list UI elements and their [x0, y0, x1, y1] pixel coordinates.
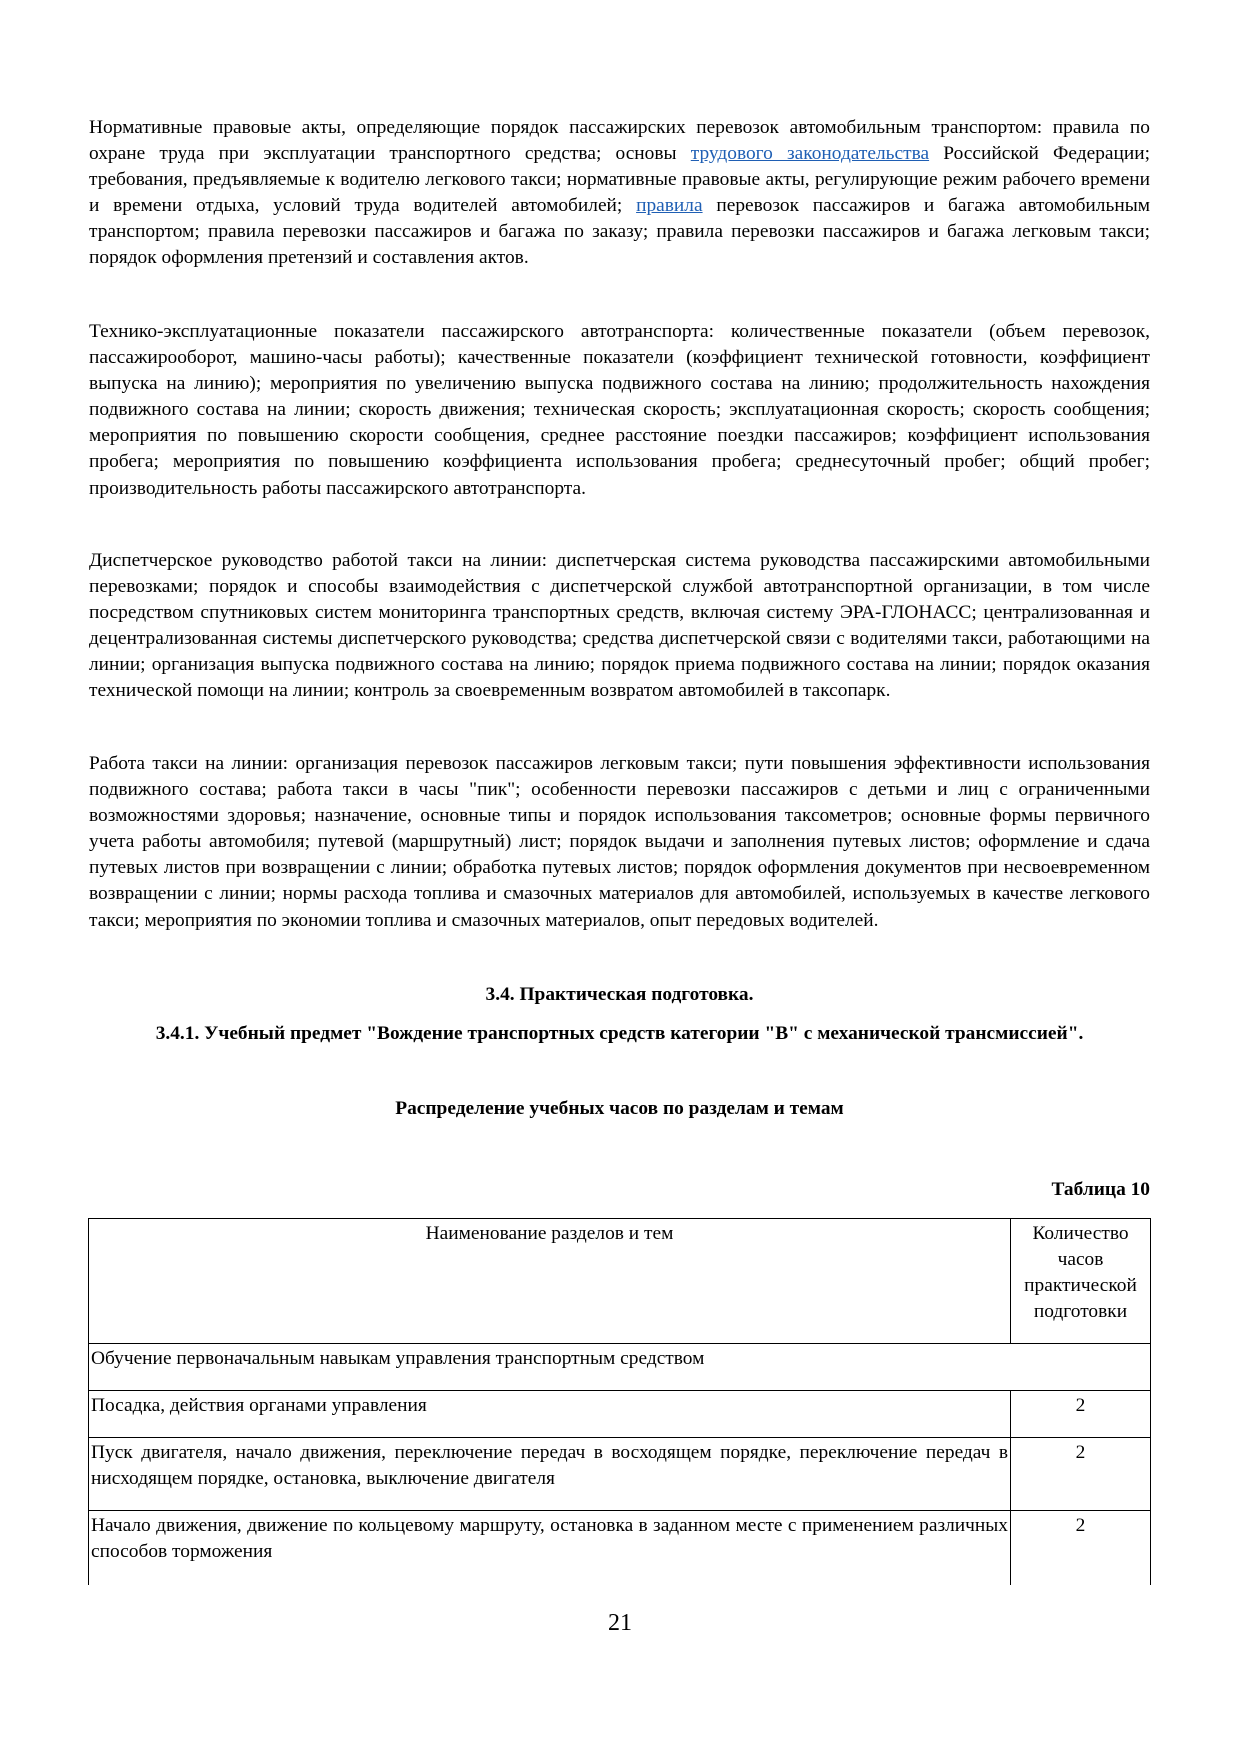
header-hours-cell: Количество часов практической подготовки [1011, 1219, 1151, 1344]
topic-name-cell: Посадка, действия органами управления [89, 1391, 1011, 1438]
table-caption: Таблица 10 [1051, 1179, 1150, 1200]
paragraph-regulations [89, 115, 1150, 272]
topic-hours-cell: 2 [1011, 1511, 1151, 1586]
table-header-row [89, 1219, 1151, 1344]
topic-hours-cell: 2 [1011, 1391, 1151, 1438]
hours-distribution-table [88, 1218, 1151, 1585]
link-labor-law[interactable]: трудового законодательства [690, 143, 930, 165]
topic-hours-cell: 2 [1011, 1438, 1151, 1511]
header-name-cell: Наименование разделов и тем [89, 1219, 1011, 1344]
paragraph-text: перевозок пассажиров и багажа автомобильным транспортом; правила перевозки пассажиров и багажа по заказу; правила перевозки пассажиров и багажа легковым такси; порядок оформления претензий и составления актов. [89, 195, 1151, 269]
link-rules[interactable]: правила [636, 195, 703, 217]
paragraph-taxi-line-work: Работа такси на линии: организация перевозок пассажиров легковым такси; пути повышения эффективности использования подвижного состава; работа такси в часы "пик"; особенности перевозки пассажиров с детьми и лиц с ограниченными возможностями здоровья; назначение, основные типы и порядок использования таксометров; основные формы первичного учета работы автомобиля; путевой (маршрутный) лист; порядок выдачи и заполнения путевых листов; оформление и сдача путевых листов при возвращении с линии; обработка путевых листов; порядок оформления документов при несвоевременном возвращении с линии; нормы расхода топлива и смазочных материалов для автомобилей, используемых в качестве легкового такси; мероприятия по экономии топлива и смазочных материалов, опыт передовых водителей. [89, 753, 1150, 931]
page-number: 21 [608, 1610, 632, 1636]
section-cell: Обучение первоначальным навыкам управления транспортным средством [89, 1344, 1151, 1391]
subsection-heading: 3.4.1. Учебный предмет "Вождение транспортных средств категории "B" с механической трансмиссией". [155, 1023, 1084, 1044]
paragraph-text: Российской Федерации; требования, предъявляемые к водителю легкового такси; нормативные правовые акты, регулирующие режим рабочего времени и времени отдыха, условий труда водителей автомобилей; [89, 143, 1151, 217]
table-row [89, 1391, 1151, 1438]
paragraph-text: Нормативные правовые акты, определяющие порядок пассажирских перевозок автомобильным транспортом: правила по охране труда при эксплуатации транспортного средства; основы [89, 117, 1150, 165]
table-title: Распределение учебных часов по разделам и темам [395, 1098, 844, 1119]
paragraph-dispatch-management: Диспетчерское руководство работой такси на линии: диспетчерская система руководства пассажирскими автомобильными перевозками; порядок и способы взаимодействия с диспетчерской службой автотранспортной организации, в том числе посредством спутниковых систем мониторинга транспортных средств, включая систему ЭРА-ГЛОНАСС; централизованная и децентрализованная системы диспетчерского руководства; средства диспетчерской связи с водителями такси, работающими на линии; организация выпуска подвижного состава на линию; порядок приема подвижного состава на линии; порядок оказания технической помощи на линии; контроль за своевременным возвратом автомобилей в таксопарк. [89, 550, 1150, 702]
table-section-row [89, 1344, 1151, 1391]
topic-name-cell: Пуск двигателя, начало движения, переключение передач в восходящем порядке, переключение передач в нисходящем порядке, остановка, выключение двигателя [89, 1438, 1011, 1511]
paragraph-performance-indicators: Технико-эксплуатационные показатели пассажирского автотранспорта: количественные показатели (объем перевозок, пассажирооборот, машино-часы работы); качественные показатели (коэффициент технической готовности, коэффициент выпуска на линию); мероприятия по увеличению выпуска подвижного состава на линию; продолжительность нахождения подвижного состава на линии; скорость движения; техническая скорость; эксплуатационная скорость; скорость сообщения; мероприятия по повышению скорости сообщения, среднее расстояние поездки пассажиров; коэффициент использования пробега; мероприятия по повышению коэффициента использования пробега; среднесуточный пробег; общий пробег; производительность работы пассажирского автотранспорта. [89, 321, 1150, 499]
table-row [89, 1511, 1151, 1586]
section-heading: 3.4. Практическая подготовка. [485, 984, 754, 1005]
table-row [89, 1438, 1151, 1511]
topic-name-cell: Начало движения, движение по кольцевому маршруту, остановка в заданном месте с применением различных способов торможения [89, 1511, 1011, 1586]
